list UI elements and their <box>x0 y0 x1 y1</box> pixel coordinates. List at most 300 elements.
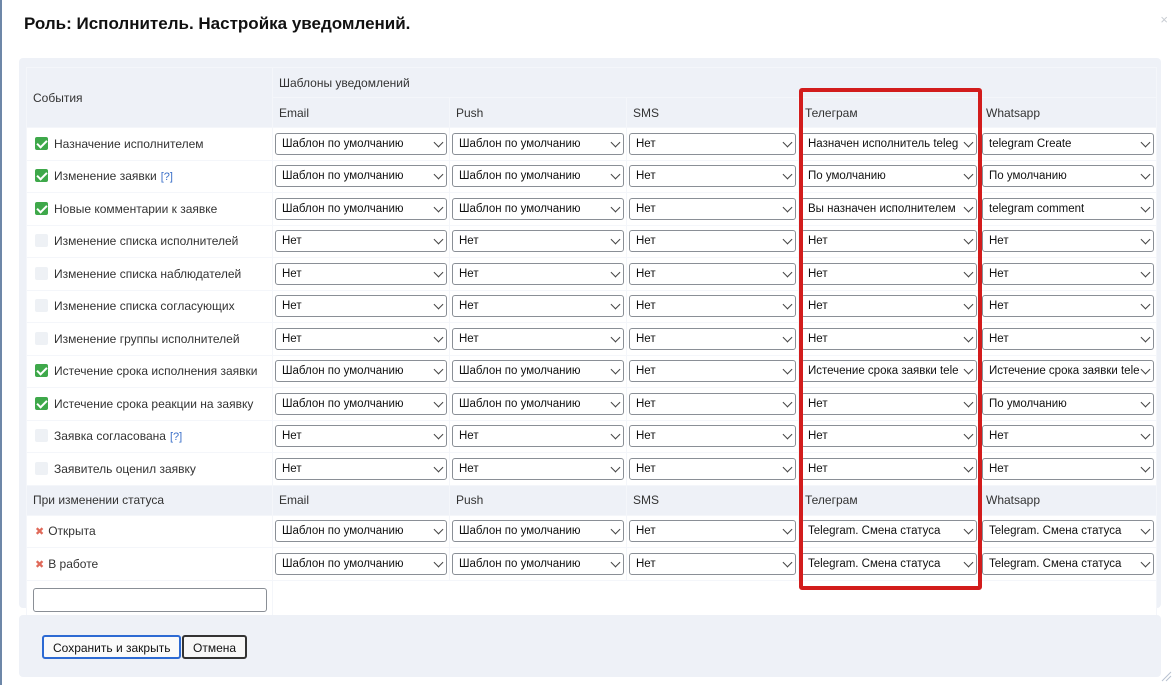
status-telegram-header: Телеграм <box>799 485 980 515</box>
status-header-row <box>27 485 1157 515</box>
telegram-cell <box>799 290 980 323</box>
new-status-cell <box>27 580 273 620</box>
select-value: Нет <box>808 397 828 410</box>
push-cell <box>450 258 627 291</box>
chevron-down-icon <box>434 557 444 567</box>
select-value: Нет <box>282 462 302 475</box>
event-label: Истечение срока реакции на заявку <box>54 396 254 411</box>
event-cell <box>27 453 273 486</box>
status-cell <box>27 548 273 581</box>
whatsapp-cell <box>980 515 1157 548</box>
select-value: Нет <box>636 202 656 215</box>
telegram-template-select[interactable] <box>801 458 977 480</box>
select-value: Шаблон по умолчанию <box>282 397 404 410</box>
select-value: Нет <box>989 462 1009 475</box>
chevron-down-icon <box>1141 170 1151 180</box>
email-cell <box>273 515 450 548</box>
whatsapp-template-select[interactable] <box>982 230 1154 252</box>
event-cell <box>27 225 273 258</box>
event-label: Назначение исполнителем <box>54 136 204 151</box>
chevron-down-icon <box>611 170 621 180</box>
chevron-down-icon <box>434 202 444 212</box>
telegram-cell <box>799 128 980 161</box>
event-cell <box>27 388 273 421</box>
help-link[interactable]: [?] <box>169 431 183 444</box>
select-value: По умолчанию <box>989 170 1067 183</box>
select-value: Истечение срока заявки tele <box>808 365 959 378</box>
whatsapp-template-select[interactable] <box>982 360 1154 382</box>
select-value: Назначен исполнитель teleg <box>808 137 959 150</box>
whatsapp-cell <box>980 290 1157 323</box>
checkbox-unchecked[interactable] <box>35 234 48 247</box>
select-value: Нет <box>636 235 656 248</box>
push-cell <box>450 160 627 193</box>
telegram-template-select[interactable] <box>801 328 977 350</box>
chevron-down-icon <box>783 235 793 245</box>
sms-template-select[interactable] <box>629 295 796 317</box>
select-value: telegram comment <box>989 202 1085 215</box>
select-value: Нет <box>808 235 828 248</box>
status-sms-header: SMS <box>627 485 799 515</box>
sms-cell <box>627 515 799 548</box>
sms-header: SMS <box>627 98 799 128</box>
push-template-select[interactable] <box>452 553 624 575</box>
event-label: Изменение списка согласующих <box>54 299 235 314</box>
telegram-template-select[interactable] <box>801 295 977 317</box>
email-template-select[interactable] <box>275 198 447 220</box>
whatsapp-template-select[interactable] <box>982 553 1154 575</box>
chevron-down-icon <box>964 365 974 375</box>
whatsapp-cell <box>980 548 1157 581</box>
chevron-down-icon <box>611 365 621 375</box>
checkbox-unchecked[interactable] <box>35 267 48 280</box>
select-value: Telegram. Смена статуса <box>989 525 1122 538</box>
chevron-down-icon <box>434 462 444 472</box>
chevron-down-icon <box>611 397 621 407</box>
select-value: Нет <box>636 462 656 475</box>
select-value: Шаблон по умолчанию <box>459 137 581 150</box>
whatsapp-cell <box>980 453 1157 486</box>
checkbox-unchecked[interactable] <box>35 429 48 442</box>
push-template-select[interactable] <box>452 425 624 447</box>
chevron-down-icon <box>611 557 621 567</box>
sms-cell <box>627 355 799 388</box>
event-cell <box>27 323 273 356</box>
checkbox-checked[interactable] <box>35 397 48 410</box>
event-row <box>27 453 1157 486</box>
push-cell <box>450 388 627 421</box>
chevron-down-icon <box>1141 137 1151 147</box>
select-value: Нет <box>282 267 302 280</box>
notifications-table <box>26 67 1157 621</box>
telegram-cell <box>799 548 980 581</box>
whatsapp-header: Whatsapp <box>980 98 1157 128</box>
dialog-footer <box>19 615 1161 677</box>
sms-cell <box>627 290 799 323</box>
chevron-down-icon <box>783 397 793 407</box>
resize-handle-icon[interactable] <box>1160 670 1172 682</box>
whatsapp-cell <box>980 258 1157 291</box>
cancel-button[interactable]: Отмена <box>182 635 247 659</box>
checkbox-checked[interactable] <box>35 364 48 377</box>
telegram-template-select[interactable] <box>801 263 977 285</box>
whatsapp-template-select[interactable] <box>982 425 1154 447</box>
telegram-template-select[interactable] <box>801 360 977 382</box>
whatsapp-cell <box>980 225 1157 258</box>
select-value: Шаблон по умолчанию <box>459 170 581 183</box>
chevron-down-icon <box>1141 365 1151 375</box>
select-value: Нет <box>808 332 828 345</box>
email-cell <box>273 193 450 226</box>
push-template-select[interactable] <box>452 458 624 480</box>
sms-template-select[interactable] <box>629 328 796 350</box>
chevron-down-icon <box>783 525 793 535</box>
select-value: Шаблон по умолчанию <box>282 137 404 150</box>
email-cell <box>273 420 450 453</box>
event-cell <box>27 420 273 453</box>
chevron-down-icon <box>783 300 793 310</box>
select-value: Нет <box>459 430 479 443</box>
new-status-row <box>27 580 1157 620</box>
select-value: Шаблон по умолчанию <box>459 365 581 378</box>
select-value: Нет <box>636 170 656 183</box>
whatsapp-cell <box>980 388 1157 421</box>
event-cell <box>27 128 273 161</box>
telegram-header: Телеграм <box>799 98 980 128</box>
whatsapp-cell <box>980 355 1157 388</box>
email-template-select[interactable] <box>275 328 447 350</box>
chevron-down-icon <box>1141 267 1151 277</box>
email-cell <box>273 290 450 323</box>
status-body <box>27 485 1157 580</box>
checkbox-unchecked[interactable] <box>35 299 48 312</box>
sms-cell <box>627 128 799 161</box>
event-cell <box>27 290 273 323</box>
push-cell <box>450 290 627 323</box>
chevron-down-icon <box>964 235 974 245</box>
whatsapp-template-select[interactable] <box>982 393 1154 415</box>
remove-status-icon[interactable]: ✖ <box>35 558 45 571</box>
chevron-down-icon <box>611 332 621 342</box>
select-value: Нет <box>636 525 656 538</box>
checkbox-checked[interactable] <box>35 137 48 150</box>
select-value: По умолчанию <box>808 170 886 183</box>
email-template-select[interactable] <box>275 165 447 187</box>
telegram-template-select[interactable] <box>801 553 977 575</box>
checkbox-checked[interactable] <box>35 169 48 182</box>
chevron-down-icon <box>783 365 793 375</box>
push-template-select[interactable] <box>452 520 624 542</box>
chevron-down-icon <box>1141 202 1151 212</box>
select-value: Нет <box>636 557 656 570</box>
email-template-select[interactable] <box>275 393 447 415</box>
chevron-down-icon <box>964 170 974 180</box>
checkbox-unchecked[interactable] <box>35 462 48 475</box>
status-section-title: При изменении статуса <box>27 485 273 515</box>
chevron-down-icon <box>611 235 621 245</box>
event-label: Заявитель оценил заявку <box>54 461 196 476</box>
sms-template-select[interactable] <box>629 198 796 220</box>
sms-template-select[interactable] <box>629 553 796 575</box>
email-template-select[interactable] <box>275 458 447 480</box>
event-cell <box>27 258 273 291</box>
whatsapp-template-select[interactable] <box>982 198 1154 220</box>
chevron-down-icon <box>964 300 974 310</box>
email-template-select[interactable] <box>275 133 447 155</box>
chevron-down-icon <box>783 137 793 147</box>
chevron-down-icon <box>1141 235 1151 245</box>
chevron-down-icon <box>783 202 793 212</box>
chevron-down-icon <box>783 557 793 567</box>
checkbox-unchecked[interactable] <box>35 332 48 345</box>
status-label: В работе <box>48 556 99 571</box>
push-template-select[interactable] <box>452 198 624 220</box>
chevron-down-icon <box>1141 300 1151 310</box>
chevron-down-icon <box>434 137 444 147</box>
select-value: Нет <box>808 430 828 443</box>
event-row <box>27 160 1157 193</box>
select-value: Нет <box>808 267 828 280</box>
chevron-down-icon <box>611 267 621 277</box>
push-cell <box>450 128 627 161</box>
chevron-down-icon <box>1141 557 1151 567</box>
select-value: Нет <box>459 267 479 280</box>
email-cell <box>273 128 450 161</box>
settings-panel <box>19 58 1161 608</box>
telegram-template-select[interactable] <box>801 165 977 187</box>
email-cell <box>273 258 450 291</box>
telegram-template-select[interactable] <box>801 133 977 155</box>
help-link[interactable]: [?] <box>160 171 173 184</box>
whatsapp-template-select[interactable] <box>982 458 1154 480</box>
email-cell <box>273 388 450 421</box>
chevron-down-icon <box>964 557 974 567</box>
status-row <box>27 515 1157 548</box>
select-value: Нет <box>282 430 302 443</box>
telegram-template-select[interactable] <box>801 425 977 447</box>
event-row <box>27 128 1157 161</box>
chevron-down-icon <box>611 525 621 535</box>
select-value: Нет <box>636 365 656 378</box>
select-value: Шаблон по умолчанию <box>282 202 404 215</box>
chevron-down-icon <box>1141 462 1151 472</box>
whatsapp-template-select[interactable] <box>982 263 1154 285</box>
push-cell <box>450 225 627 258</box>
sms-template-select[interactable] <box>629 458 796 480</box>
push-cell <box>450 323 627 356</box>
push-cell <box>450 515 627 548</box>
chevron-down-icon <box>434 365 444 375</box>
push-cell <box>450 420 627 453</box>
select-value: Шаблон по умолчанию <box>282 170 404 183</box>
sms-template-select[interactable] <box>629 230 796 252</box>
email-template-select[interactable] <box>275 360 447 382</box>
email-template-select[interactable] <box>275 263 447 285</box>
chevron-down-icon <box>964 267 974 277</box>
email-cell <box>273 160 450 193</box>
telegram-template-select[interactable] <box>801 230 977 252</box>
email-template-select[interactable] <box>275 295 447 317</box>
push-template-select[interactable] <box>452 165 624 187</box>
status-label: Открыта <box>48 524 96 539</box>
chevron-down-icon <box>611 300 621 310</box>
chevron-down-icon <box>783 430 793 440</box>
whatsapp-template-select[interactable] <box>982 133 1154 155</box>
chevron-down-icon <box>1141 332 1151 342</box>
select-value: telegram Create <box>989 137 1072 150</box>
chevron-down-icon <box>964 525 974 535</box>
select-value: Шаблон по умолчанию <box>282 557 404 570</box>
push-template-select[interactable] <box>452 230 624 252</box>
email-cell <box>273 548 450 581</box>
event-row <box>27 388 1157 421</box>
select-value: Вы назначен исполнителем <box>808 202 956 215</box>
select-value: Нет <box>459 462 479 475</box>
whatsapp-cell <box>980 193 1157 226</box>
new-status-body <box>27 580 1157 620</box>
select-value: Нет <box>989 300 1009 313</box>
telegram-cell <box>799 388 980 421</box>
select-value: Нет <box>636 430 656 443</box>
save-and-close-button[interactable]: Сохранить и закрыть <box>42 635 181 659</box>
push-cell <box>450 355 627 388</box>
sms-cell <box>627 420 799 453</box>
event-label: Истечение срока исполнения заявки <box>54 364 258 379</box>
chevron-down-icon <box>611 137 621 147</box>
select-value: Telegram. Смена статуса <box>808 557 941 570</box>
chevron-down-icon <box>434 525 444 535</box>
telegram-template-select[interactable] <box>801 393 977 415</box>
select-value: Нет <box>282 332 302 345</box>
new-status-filler <box>273 580 1157 620</box>
email-template-select[interactable] <box>275 425 447 447</box>
remove-status-icon[interactable]: ✖ <box>35 526 45 539</box>
event-row <box>27 323 1157 356</box>
email-template-select[interactable] <box>275 520 447 542</box>
whatsapp-template-select[interactable] <box>982 520 1154 542</box>
sms-cell <box>627 193 799 226</box>
select-value: Нет <box>989 235 1009 248</box>
chevron-down-icon <box>611 202 621 212</box>
push-template-select[interactable] <box>452 393 624 415</box>
templates-header: Шаблоны уведомлений <box>273 68 1157 98</box>
chevron-down-icon <box>964 332 974 342</box>
push-header: Push <box>450 98 627 128</box>
select-value: Нет <box>459 332 479 345</box>
select-value: Нет <box>636 137 656 150</box>
push-template-select[interactable] <box>452 263 624 285</box>
whatsapp-cell <box>980 323 1157 356</box>
push-template-select[interactable] <box>452 328 624 350</box>
select-value: Нет <box>808 462 828 475</box>
chevron-down-icon <box>964 462 974 472</box>
push-template-select[interactable] <box>452 133 624 155</box>
select-value: Нет <box>282 300 302 313</box>
whatsapp-cell <box>980 160 1157 193</box>
event-row <box>27 193 1157 226</box>
chevron-down-icon <box>434 397 444 407</box>
chevron-down-icon <box>434 430 444 440</box>
select-value: Нет <box>989 267 1009 280</box>
select-value: Telegram. Смена статуса <box>808 525 941 538</box>
email-template-select[interactable] <box>275 553 447 575</box>
chevron-down-icon <box>434 332 444 342</box>
dialog-title: Роль: Исполнитель. Настройка уведомлений. <box>24 14 411 33</box>
select-value: По умолчанию <box>989 397 1067 410</box>
push-template-select[interactable] <box>452 360 624 382</box>
sms-cell <box>627 388 799 421</box>
sms-template-select[interactable] <box>629 360 796 382</box>
email-template-select[interactable] <box>275 230 447 252</box>
chevron-down-icon <box>783 267 793 277</box>
telegram-template-select[interactable] <box>801 520 977 542</box>
whatsapp-template-select[interactable] <box>982 328 1154 350</box>
select-value: Шаблон по умолчанию <box>459 525 581 538</box>
window-left-edge <box>0 0 2 685</box>
sms-template-select[interactable] <box>629 165 796 187</box>
checkbox-checked[interactable] <box>35 202 48 215</box>
sms-cell <box>627 548 799 581</box>
chevron-down-icon <box>434 300 444 310</box>
chevron-down-icon <box>783 332 793 342</box>
chevron-down-icon <box>783 462 793 472</box>
sms-template-select[interactable] <box>629 520 796 542</box>
select-value: Шаблон по умолчанию <box>459 557 581 570</box>
push-cell <box>450 548 627 581</box>
close-icon[interactable]: × <box>1160 12 1168 27</box>
event-label: Изменение заявки <box>54 169 157 184</box>
email-cell <box>273 323 450 356</box>
whatsapp-template-select[interactable] <box>982 165 1154 187</box>
telegram-cell <box>799 258 980 291</box>
chevron-down-icon <box>434 267 444 277</box>
chevron-down-icon <box>964 202 974 212</box>
new-status-input[interactable] <box>33 588 267 612</box>
sms-cell <box>627 258 799 291</box>
whatsapp-template-select[interactable] <box>982 295 1154 317</box>
chevron-down-icon <box>1141 525 1151 535</box>
push-template-select[interactable] <box>452 295 624 317</box>
sms-template-select[interactable] <box>629 133 796 155</box>
sms-template-select[interactable] <box>629 425 796 447</box>
telegram-template-select[interactable] <box>801 198 977 220</box>
email-cell <box>273 225 450 258</box>
select-value: Telegram. Смена статуса <box>989 557 1122 570</box>
chevron-down-icon <box>434 235 444 245</box>
event-label: Заявка согласована <box>54 429 166 444</box>
select-value: Нет <box>989 332 1009 345</box>
chevron-down-icon <box>964 137 974 147</box>
telegram-cell <box>799 355 980 388</box>
telegram-cell <box>799 193 980 226</box>
telegram-cell <box>799 225 980 258</box>
status-row <box>27 548 1157 581</box>
chevron-down-icon <box>611 462 621 472</box>
chevron-down-icon <box>783 170 793 180</box>
chevron-down-icon <box>434 170 444 180</box>
event-cell <box>27 193 273 226</box>
sms-template-select[interactable] <box>629 263 796 285</box>
sms-cell <box>627 160 799 193</box>
sms-cell <box>627 323 799 356</box>
select-value: Нет <box>459 235 479 248</box>
email-header: Email <box>273 98 450 128</box>
chevron-down-icon <box>1141 430 1151 440</box>
telegram-cell <box>799 420 980 453</box>
event-cell <box>27 160 273 193</box>
events-header: События <box>27 68 273 128</box>
sms-template-select[interactable] <box>629 393 796 415</box>
